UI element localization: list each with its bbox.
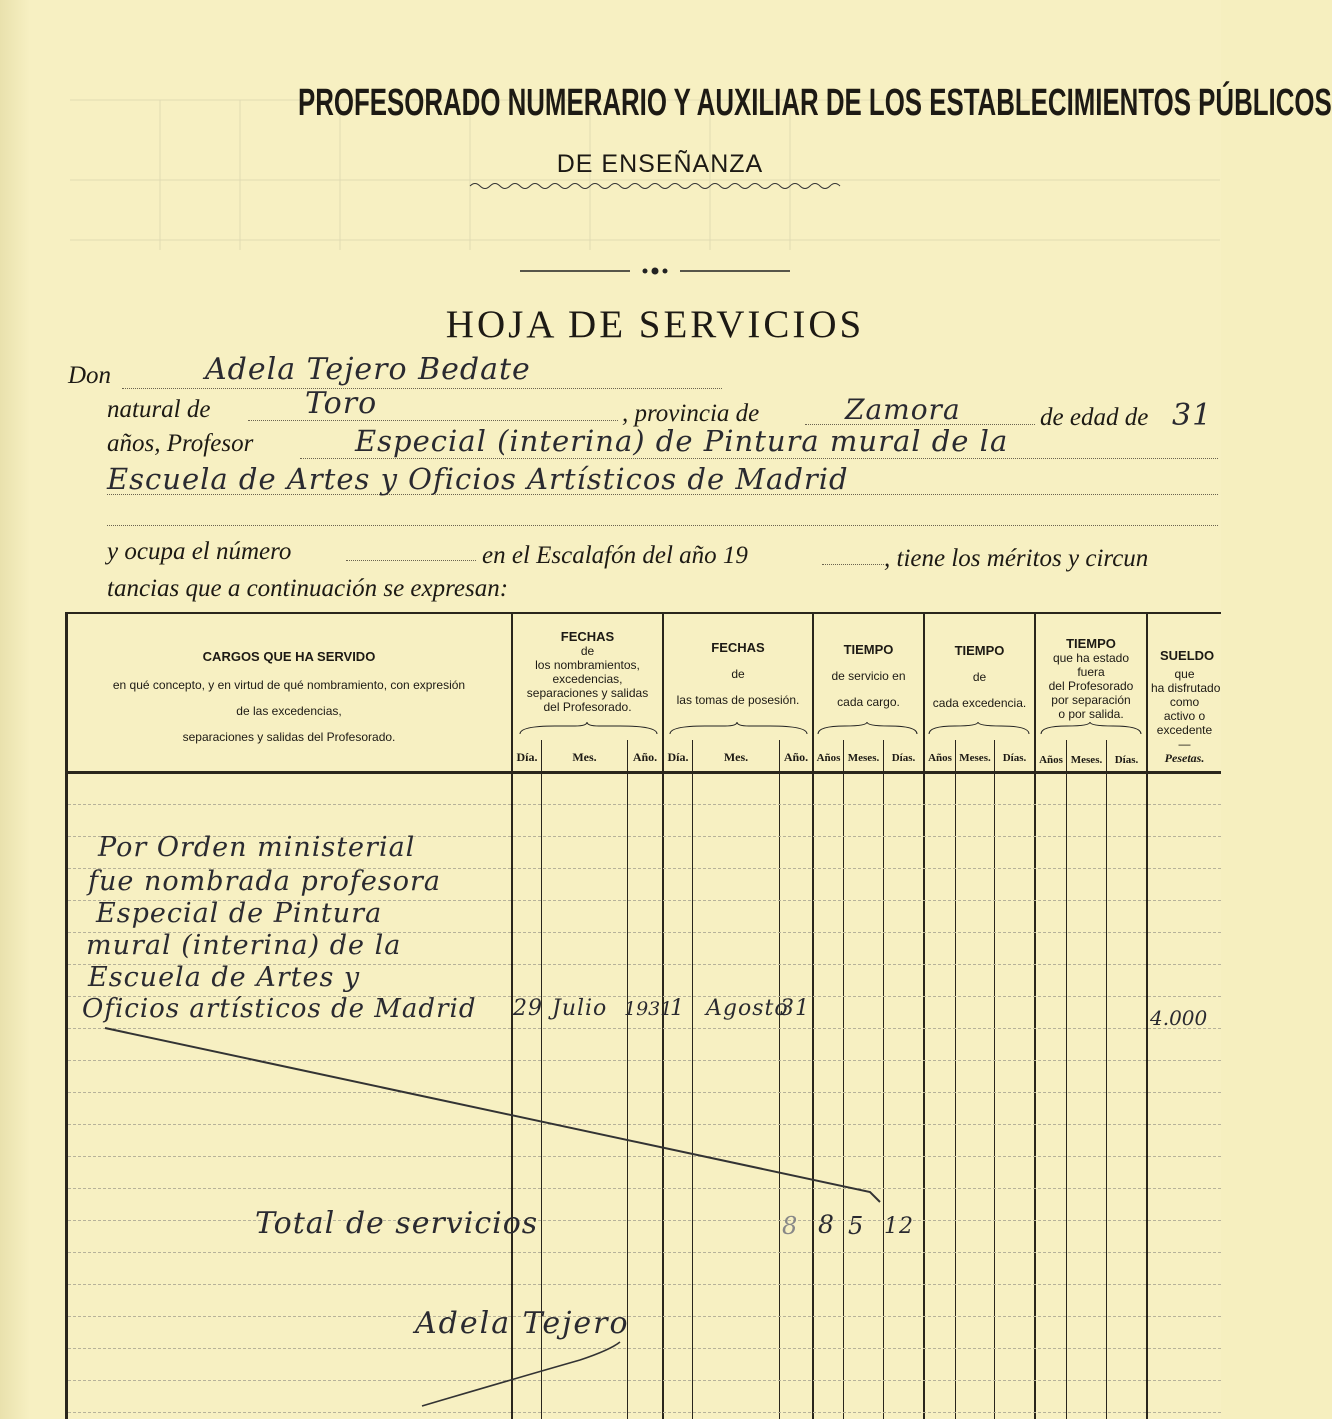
subheader-anos-1: Años bbox=[816, 752, 841, 764]
subheader-anos-2: Años bbox=[928, 752, 952, 764]
ruled-row-line bbox=[68, 1252, 1221, 1253]
tancias-label: tancias que a continuación se expresan: bbox=[107, 575, 509, 602]
subheader-dias-1: Días. bbox=[891, 752, 916, 764]
edad-value: 31 bbox=[1172, 398, 1213, 433]
header-fechas1-line1: de bbox=[580, 644, 595, 658]
ruled-row-line bbox=[68, 804, 1221, 805]
ruled-row-line bbox=[68, 1380, 1221, 1381]
entry-line-1: Por Orden ministerial bbox=[98, 832, 416, 863]
header-tiempo1-line2: cada cargo. bbox=[837, 695, 900, 709]
entry-posesion-ano: 31 bbox=[780, 996, 810, 1021]
profesor-line-3 bbox=[107, 525, 1218, 526]
entry-posesion-dia: 1 bbox=[670, 996, 685, 1021]
header-fechas1-title: FECHAS bbox=[560, 629, 615, 644]
header-tiempo2-line2: cada excedencia. bbox=[932, 696, 1027, 710]
ruled-row-line bbox=[68, 1316, 1221, 1317]
form-heading: HOJA DE SERVICIOS bbox=[445, 303, 865, 346]
header-tiempo3-line5: o por salida. bbox=[1058, 707, 1124, 721]
header-tiempo-servicio bbox=[814, 643, 923, 709]
header-sueldo-title: SUELDO bbox=[1160, 648, 1215, 663]
header-sueldo-line3: como bbox=[1169, 695, 1200, 709]
header-fechas2-line1: de bbox=[731, 667, 745, 681]
header-fechas1-line4: separaciones y salidas bbox=[526, 686, 649, 700]
header-fechas1-line3: excedencias, bbox=[552, 672, 623, 686]
natural-label: natural de bbox=[107, 396, 211, 423]
subdivider-8 bbox=[994, 740, 995, 1419]
entry-nombramiento-ano: 1931 bbox=[624, 998, 673, 1020]
ruled-row-line bbox=[68, 1284, 1221, 1285]
header-fechas2-title: FECHAS bbox=[711, 640, 765, 655]
header-cargos-title: CARGOS QUE HA SERVIDO bbox=[202, 649, 376, 664]
subheader-ano-2: Año. bbox=[783, 750, 809, 764]
subdivider-9 bbox=[1066, 740, 1067, 1419]
ruled-row-line bbox=[68, 1348, 1221, 1349]
document-title: PROFESORADO NUMERARIO Y AUXILIAR DE LOS ESTABLECIMIENTOS PÚBLICOS bbox=[298, 82, 1332, 124]
subheader-mes-1: Mes. bbox=[572, 750, 597, 764]
header-fechas1-line5: del Profesorado. bbox=[543, 700, 632, 714]
header-cargos-line2: de las excedencias, bbox=[236, 704, 342, 718]
header-tiempo-excedencia bbox=[925, 644, 1034, 710]
header-sueldo bbox=[1148, 649, 1221, 765]
header-tiempo2-line1: de bbox=[972, 670, 987, 684]
anos-profesor-label: años, Profesor bbox=[107, 430, 254, 457]
ano-line bbox=[822, 564, 884, 565]
don-label: Don bbox=[68, 362, 112, 389]
header-brace-rules bbox=[515, 722, 1215, 738]
header-sueldo-dash: — bbox=[1178, 737, 1191, 751]
wavy-rule bbox=[470, 181, 845, 191]
numero-line bbox=[346, 560, 476, 561]
subheader-anos-3: Años bbox=[1039, 754, 1063, 766]
header-cargos bbox=[70, 650, 508, 744]
table-top-border bbox=[65, 612, 1221, 614]
subheader-dias-3: Días. bbox=[1114, 754, 1139, 766]
header-tiempo3-line1: que ha estado bbox=[1052, 651, 1130, 665]
profesor-value-1: Especial (interina) de Pintura mural de la bbox=[355, 424, 1009, 458]
escalafon-label: en el Escalafón del año 19 bbox=[482, 542, 748, 569]
total-anos-faint: 8 bbox=[782, 1212, 799, 1240]
signature-flourish bbox=[420, 1340, 640, 1410]
header-tiempo1-line1: de servicio en bbox=[831, 669, 906, 683]
don-line bbox=[122, 388, 722, 389]
provincia-value: Zamora bbox=[845, 393, 961, 426]
total-dias: 12 bbox=[884, 1214, 914, 1239]
subheader-dia-1: Día. bbox=[516, 750, 538, 764]
entry-nombramiento-dia: 29 bbox=[513, 996, 543, 1021]
header-fechas1-line2: los nombramientos, bbox=[535, 658, 640, 672]
total-label: Total de servicios bbox=[255, 1206, 539, 1241]
subheader-ano-1: Año. bbox=[632, 750, 658, 764]
header-sueldo-line1: que bbox=[1174, 667, 1195, 681]
edad-label: de edad de bbox=[1040, 404, 1149, 431]
header-sueldo-unit: Pesetas. bbox=[1164, 751, 1205, 765]
header-sueldo-line4: activo o bbox=[1163, 709, 1206, 723]
table-left-border bbox=[65, 612, 68, 1419]
total-anos: 8 bbox=[818, 1210, 835, 1239]
page-fold-shadow bbox=[0, 0, 30, 1419]
entry-line-5: Escuela de Artes y bbox=[88, 962, 361, 993]
entry-line-3: Especial de Pintura bbox=[96, 898, 383, 929]
ornament-divider bbox=[520, 264, 790, 278]
header-tiempo3-line2: fuera bbox=[1077, 665, 1105, 679]
header-sueldo-line2: ha disfrutado bbox=[1151, 681, 1221, 695]
header-cargos-line1: en qué concepto, y en virtud de qué nombramiento, con expresión bbox=[112, 678, 466, 692]
ruled-row-line bbox=[68, 1220, 1221, 1221]
ocupa-label: y ocupa el número bbox=[107, 538, 292, 565]
entry-line-2: fue nombrada profesora bbox=[88, 866, 441, 897]
entry-sueldo: 4.000 bbox=[1150, 1006, 1208, 1030]
header-fechas-nombramientos bbox=[513, 630, 662, 714]
header-tiempo3-line4: por separación bbox=[1051, 693, 1131, 707]
subdivider-10 bbox=[1106, 740, 1107, 1419]
header-tiempo3-line3: del Profesorado bbox=[1048, 679, 1134, 693]
header-tiempo3-title: TIEMPO bbox=[1066, 636, 1116, 651]
provincia-label: , provincia de bbox=[622, 400, 760, 427]
subheader-mes-2: Mes. bbox=[723, 750, 749, 764]
closing-diagonal-stroke bbox=[100, 1020, 900, 1220]
entry-nombramiento-mes: Julio bbox=[552, 996, 608, 1021]
document-subtitle: DE ENSEÑANZA bbox=[556, 150, 764, 178]
total-meses: 5 bbox=[848, 1212, 865, 1240]
natural-line bbox=[248, 420, 618, 421]
header-cargos-line3: separaciones y salidas del Profesorado. bbox=[182, 730, 396, 744]
subheader-dias-2: Días. bbox=[1002, 752, 1027, 764]
header-sueldo-line5: excedente bbox=[1156, 723, 1213, 737]
table-header-bottom-border bbox=[65, 771, 1221, 774]
subheader-meses-3: Meses. bbox=[1070, 754, 1103, 766]
subheader-meses-2: Meses. bbox=[959, 752, 991, 764]
subheader-dia-2: Día. bbox=[667, 750, 689, 764]
entry-line-6: Oficios artísticos de Madrid bbox=[82, 994, 477, 1024]
header-fechas-posesion bbox=[664, 641, 812, 707]
ruled-row-line bbox=[68, 1412, 1221, 1413]
entry-line-4: mural (interina) de la bbox=[86, 930, 402, 961]
header-fechas2-line2: las tomas de posesión. bbox=[676, 693, 800, 707]
header-tiempo2-title: TIEMPO bbox=[954, 643, 1005, 658]
header-tiempo-fuera bbox=[1036, 637, 1146, 721]
subdivider-7 bbox=[955, 740, 956, 1419]
don-value: Adela Tejero Bedate bbox=[205, 352, 531, 387]
header-tiempo1-title: TIEMPO bbox=[843, 642, 894, 657]
profesor-value-2: Escuela de Artes y Oficios Artísticos de Madrid bbox=[107, 462, 849, 496]
natural-value: Toro bbox=[305, 386, 378, 421]
profesor-line-1 bbox=[300, 458, 1218, 459]
meritos-label: , tiene los méritos y circun bbox=[884, 545, 1149, 572]
subheader-meses-1: Meses. bbox=[847, 752, 880, 764]
signature: Adela Tejero bbox=[415, 1306, 630, 1341]
entry-posesion-mes: Agosto bbox=[706, 996, 789, 1021]
